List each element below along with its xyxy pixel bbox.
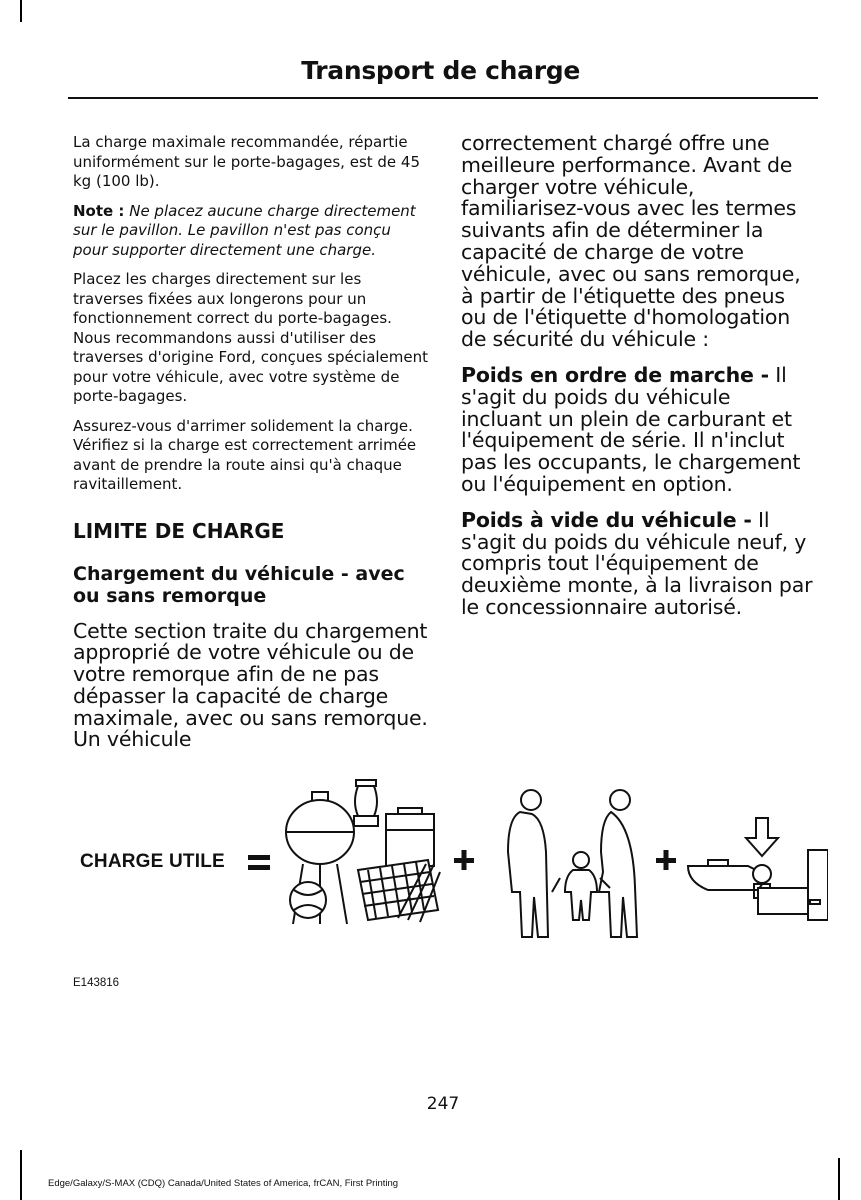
note-label: Note : <box>73 201 125 220</box>
plus-sign-1 <box>454 850 474 870</box>
page-number: 247 <box>426 1094 460 1114</box>
note-paragraph <box>73 202 428 261</box>
page-title: Transport de charge <box>301 56 580 85</box>
paragraph-secure-load: Assurez-vous d'arrimer solidement la charge. Vérifiez si la charge est correctement arrimée avant de prendre la route ainsi qu'à chaque ravitaillement. <box>73 416 417 493</box>
paragraph-loading-continued: correctement chargé offre une meilleure performance. Avant de charger votre véhicule, familiarisez-vous avec les termes suivants afin de déterminer la capacité de charge de votre véhicule, avec ou sans remorque, à partir de l'étiquette des pneus ou de l'étiquette d'homologation de sécurité du véhicule : <box>461 131 801 352</box>
term-base-weight <box>461 507 816 619</box>
paragraph-crossbars: Placez les charges directement sur les traverses fixées aux longerons pour un fonctionnement correct du porte-bagages. Nous recommandons aussi d'utiliser des traverses d'origine Ford, conçues spécialement pour votre véhicule, avec votre système de porte-bagages. <box>73 270 429 405</box>
plus-sign-2 <box>656 850 676 870</box>
trailer-hitch-icon <box>688 818 828 920</box>
note-text: Ne placez aucune charge directement sur le pavillon. Le pavillon n'est pas conçu pour supporter directement une charge. <box>73 201 416 259</box>
term-base-weight-label: Poids à vide du véhicule - <box>461 507 752 532</box>
footer-text: Edge/Galaxy/S-MAX (CDQ) Canada/United States of America, frCAN, First Printing <box>48 1178 399 1189</box>
crop-mark-top-left <box>20 0 22 22</box>
left-column <box>73 133 428 765</box>
paragraph-max-load: La charge maximale recommandée, répartie uniformément sur le porte-bagages, est de 45 kg (100 lb). <box>73 133 421 190</box>
paragraph-loading-intro: Cette section traite du chargement approprié de votre véhicule ou de votre remorque afin de ne pas dépasser la capacité de charge maximale, avec ou sans remorque. Un véhicule <box>73 618 428 752</box>
section-heading: LIMITE DE CHARGE <box>73 518 285 543</box>
figure-id: E143816 <box>73 977 120 989</box>
term-base-weight-text: Il s'agit du poids du véhicule neuf, y compris tout l'équipement de deuxième monte, à la livraison par le concessionnaire autorisé. <box>461 507 813 619</box>
cargo-items-icon <box>286 780 440 924</box>
term-curb-weight <box>461 362 816 496</box>
header-rule <box>68 97 818 99</box>
payload-diagram <box>68 770 828 970</box>
crop-mark-bottom-right <box>838 1158 840 1200</box>
equals-sign <box>248 855 270 870</box>
term-curb-weight-label: Poids en ordre de marche - <box>461 362 769 387</box>
payload-label: CHARGE UTILE <box>80 851 225 872</box>
family-silhouette-icon <box>508 790 637 937</box>
crop-mark-bottom-left <box>20 1150 22 1200</box>
term-curb-weight-text: Il s'agit du poids du véhicule incluant un plein de carburant et l'équipement de série. Il n'inclut pas les occupants, le chargement ou l'équipement en option. <box>461 362 801 496</box>
right-column <box>461 133 816 633</box>
sub-heading: Chargement du véhicule - avec ou sans remorque <box>73 562 405 607</box>
